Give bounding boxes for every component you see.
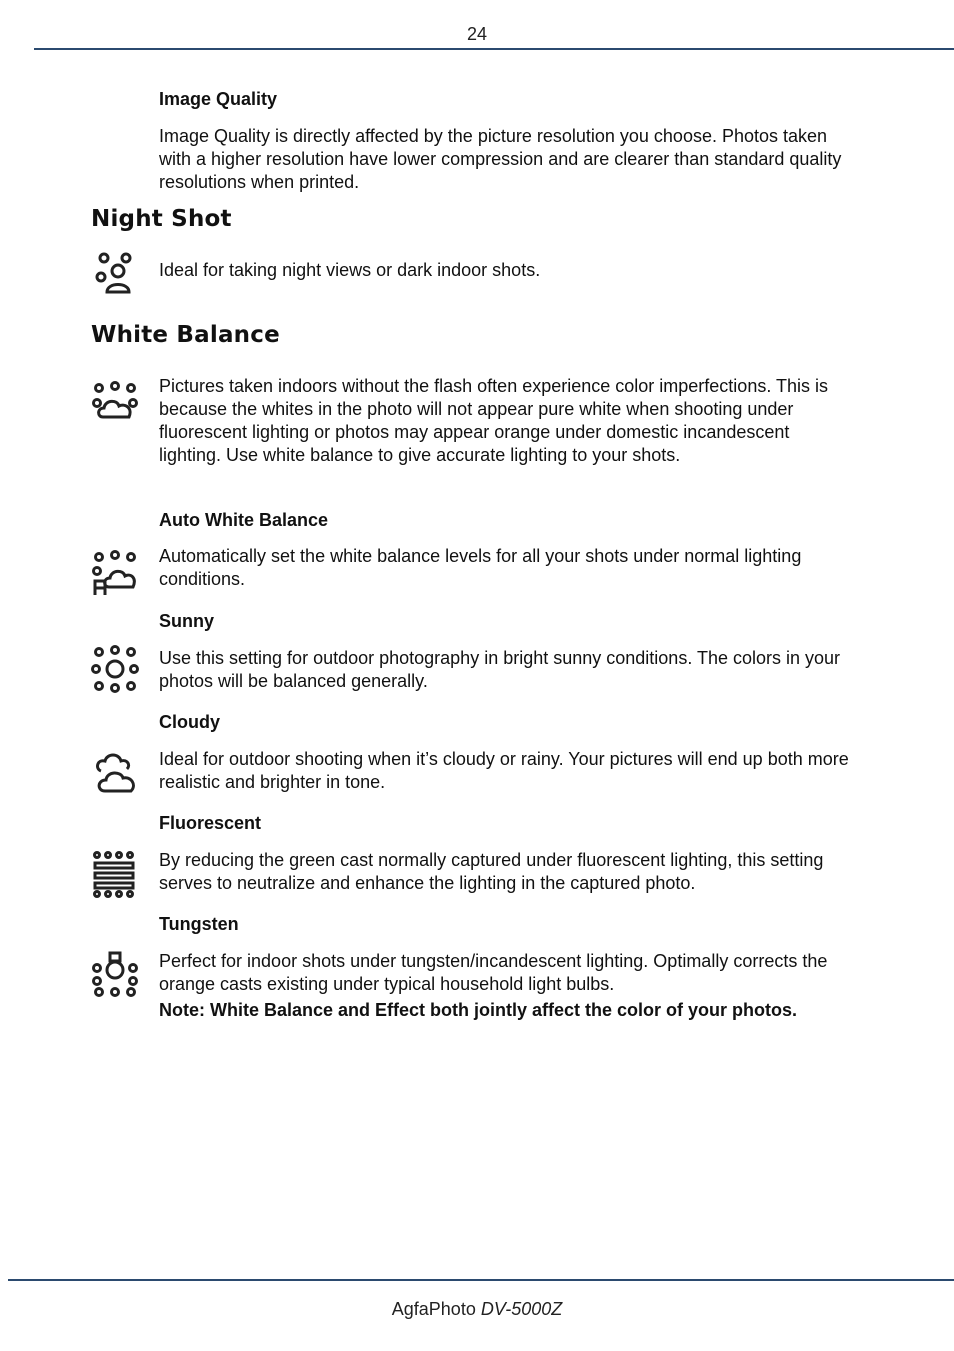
cloudy-text: Ideal for outdoor shooting when it’s cloudy or rainy. Your pictures will end up both more realistic and brighter in tone.	[159, 749, 849, 792]
footer-model: DV-5000Z	[480, 1299, 563, 1319]
footer-brand: AgfaPhoto	[391, 1299, 476, 1319]
auto-white-balance-heading: Auto White Balance	[159, 510, 329, 530]
white-balance-intro: Pictures taken indoors without the flash often experience color imperfections. This is because the whites in the photo will not appear pure white when shooting under fluorescent lighting or photos may appear orange under domestic incandescent lighting. Use white balance to give accurate lighting to your shots.	[159, 376, 829, 465]
night-shot-text: Ideal for taking night views or dark indoor shots.	[159, 260, 541, 280]
white-balance-note: Note: White Balance and Effect both jointly affect the color of your photos.	[159, 1000, 798, 1020]
night-scene-icon	[91, 248, 139, 296]
tungsten-text: Perfect for indoor shots under tungsten/incandescent lighting. Optimally corrects the orange casts existing under typical household light bulbs.	[159, 951, 828, 994]
auto-white-balance-icon	[91, 549, 139, 597]
fluorescent-heading: Fluorescent	[159, 813, 262, 833]
sunny-heading: Sunny	[159, 611, 215, 631]
white-balance-icon	[91, 379, 139, 427]
fluorescent-icon	[91, 850, 139, 898]
tungsten-icon	[91, 950, 139, 998]
page-footer	[0, 1299, 954, 1320]
sunny-text: Use this setting for outdoor photography in bright sunny conditions. The colors in your photos will be balanced generally.	[159, 648, 841, 691]
auto-white-balance-text: Automatically set the white balance levels for all your shots under normal lighting conditions.	[159, 546, 802, 589]
page-number: 24	[466, 24, 488, 44]
white-balance-title: White Balance	[91, 322, 280, 348]
image-quality-heading: Image Quality	[159, 89, 278, 109]
footer-divider	[8, 1279, 954, 1281]
fluorescent-text: By reducing the green cast normally captured under fluorescent lighting, this setting serves to neutralize and enhance the lighting in the captured photo.	[159, 850, 824, 893]
cloudy-heading: Cloudy	[159, 712, 220, 732]
tungsten-heading: Tungsten	[159, 914, 239, 934]
cloudy-icon	[91, 749, 139, 797]
night-shot-title: Night Shot	[91, 206, 232, 232]
sunny-icon	[91, 645, 139, 693]
image-quality-text: Image Quality is directly affected by the picture resolution you choose. Photos taken with a higher resolution have lower compression and are clearer than standard quality resolutions when printed.	[159, 126, 842, 192]
header-divider	[34, 48, 954, 50]
